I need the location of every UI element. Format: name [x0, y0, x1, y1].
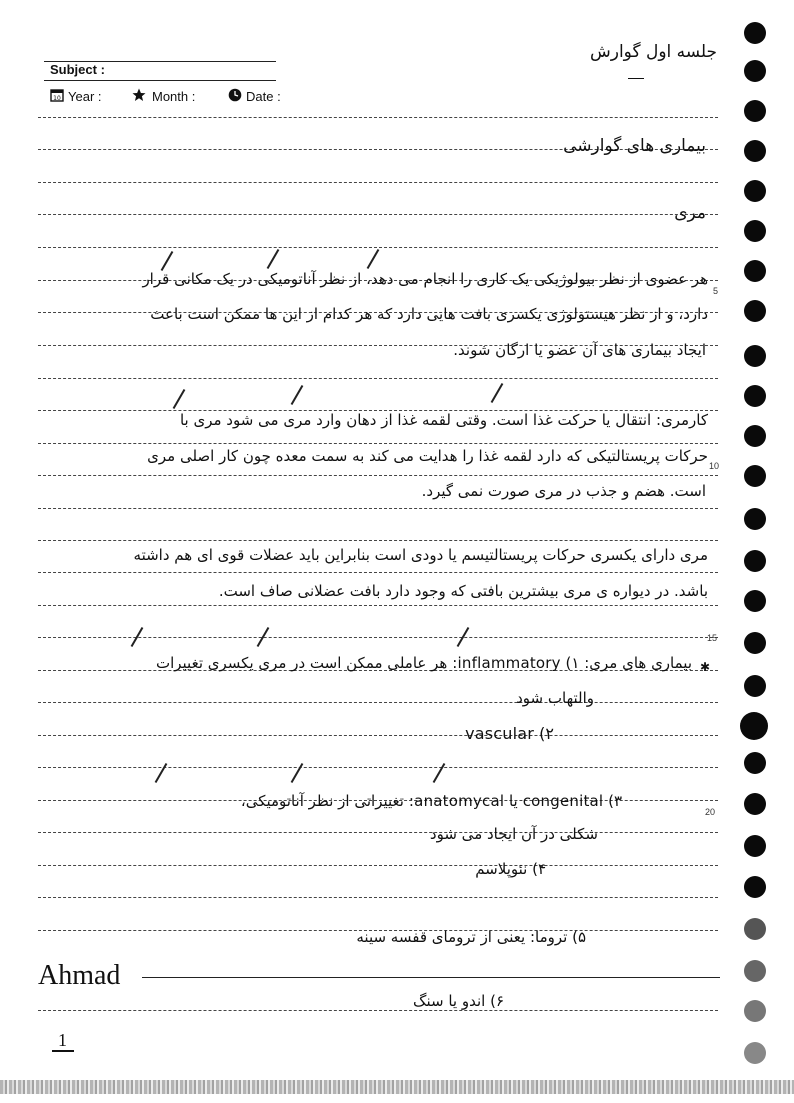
signature-line: [142, 977, 720, 978]
line-number: 10: [709, 461, 720, 471]
subject-label: Subject :: [50, 62, 105, 77]
check-mark: [173, 389, 186, 409]
ruled-line: [38, 572, 718, 573]
note-line: ۴) نئوپلاسم: [475, 860, 546, 878]
note-line: مری: [674, 203, 706, 223]
ruled-line: [38, 247, 718, 248]
ruled-line: [38, 182, 718, 183]
note-line: شکلی در آن ایجاد می شود: [429, 825, 598, 843]
binding-hole: [744, 876, 766, 898]
binding-hole: [744, 100, 766, 122]
binding-hole: [744, 180, 766, 202]
note-line: حرکات پریستالتیکی که دارد لقمه غذا را هدایت می کند به سمت معده چون کار اصلی مری: [147, 447, 708, 465]
line-number: 15: [707, 633, 718, 643]
subject-top-line: [44, 61, 276, 62]
check-mark: [433, 763, 446, 783]
binding-hole: [744, 550, 766, 572]
page-number-underline: [52, 1050, 74, 1052]
binding-hole: [744, 508, 766, 530]
page-title: جلسه اول گوارش: [590, 42, 718, 62]
binding-hole: [744, 675, 766, 697]
note-line: ۲) vascular: [465, 724, 554, 743]
binding-hole: [744, 752, 766, 774]
binding-hole: [740, 712, 768, 740]
binding-hole: [744, 300, 766, 322]
date-label: Date :: [246, 89, 281, 104]
ruled-line: [38, 117, 718, 118]
binding-hole: [744, 220, 766, 242]
ruled-line: [38, 443, 718, 444]
binding-hole: [744, 1000, 766, 1022]
note-line: کارمری: انتقال یا حرکت غذا است. وقتی لقمه غذا از دهان وارد مری می شود مری با: [179, 411, 708, 429]
line-number: 5: [713, 286, 719, 296]
svg-text:10: 10: [53, 95, 61, 102]
calendar-icon: [50, 88, 64, 102]
binding-hole: [744, 260, 766, 282]
binding-hole: [744, 1042, 766, 1064]
binding-hole: [744, 60, 766, 82]
ruled-line: [38, 637, 718, 638]
ruled-line: [38, 702, 718, 703]
check-mark: [267, 249, 280, 269]
note-line: ایجاد بیماری های آن عضو یا ارگان شوند.: [453, 341, 706, 359]
note-line: بیماری های گوارشی: [563, 136, 706, 156]
note-line: ۵) تروما: یعنی از ترومای قفسه سینه: [356, 928, 586, 946]
note-line: بیماری های مری: ۱) inflammatory: هر عاملی ممکن است در مری یکسری تغییرات: [155, 654, 692, 672]
ruled-line: [38, 735, 718, 736]
note-line: ۳) congenital یا anatomycal: تغییراتی از نظر آناتومیکی،: [240, 792, 622, 810]
note-line: دارد، و از نظر هیستولوژی یکسری بافت هایی دارد که هر کدام از این ها ممکن است باعث: [150, 305, 708, 323]
ruled-line: [38, 475, 718, 476]
binding-hole: [744, 140, 766, 162]
subject-underline: [44, 80, 276, 81]
ruled-line: [38, 378, 718, 379]
binding-hole: [744, 425, 766, 447]
month-label: Month :: [152, 89, 196, 104]
note-line: است. هضم و جذب در مری صورت نمی گیرد.: [421, 482, 706, 500]
note-line: والتهاب شود: [516, 689, 594, 707]
ruled-line: [38, 865, 718, 866]
ruled-line: [38, 508, 718, 509]
check-mark: [161, 251, 174, 271]
binding-hole: [744, 632, 766, 654]
ruled-line: [38, 832, 718, 833]
binding-hole: [744, 918, 766, 940]
note-line: ۶) اندو یا سنگ: [413, 992, 504, 1010]
binding-hole: [744, 590, 766, 612]
ruled-line: [38, 214, 718, 215]
binding-hole: [744, 385, 766, 407]
signature: Ahmad: [38, 960, 121, 991]
title-underline: [628, 78, 644, 79]
binding-hole: [744, 793, 766, 815]
binding-hole: [744, 345, 766, 367]
binding-hole: [744, 465, 766, 487]
note-line: باشد. در دیواره ی مری بیشترین بافتی که وجود دارد بافت عضلانی صاف است.: [218, 582, 708, 600]
scan-edge-noise: [0, 1080, 794, 1094]
clock-icon: [228, 88, 242, 102]
check-mark: [155, 763, 168, 783]
ruled-line: [38, 1010, 718, 1011]
year-label: Year :: [68, 89, 102, 104]
check-mark: [367, 249, 380, 269]
check-mark: [291, 385, 304, 405]
page-number: 1: [58, 1030, 67, 1050]
binding-hole: [744, 960, 766, 982]
bullet-star-icon: ✱: [700, 660, 711, 674]
note-line: مری دارای یکسری حرکات پریستالتیسم یا دودی است بنابراین باید عضلات قوی ای هم داشته: [133, 546, 708, 564]
ruled-line: [38, 540, 718, 541]
ruled-line: [38, 897, 718, 898]
line-number: 20: [705, 807, 716, 817]
ruled-line: [38, 767, 718, 768]
star-icon: [132, 88, 146, 102]
note-line: هر عضوی از نظر بیولوژیکی یک کاری را انجام می دهد، از نظر آناتومیکی در یک مکانی قرار: [142, 270, 708, 288]
binding-hole: [744, 835, 766, 857]
check-mark: [491, 383, 504, 403]
binding-hole: [744, 22, 766, 44]
check-mark: [291, 763, 304, 783]
ruled-line: [38, 605, 718, 606]
